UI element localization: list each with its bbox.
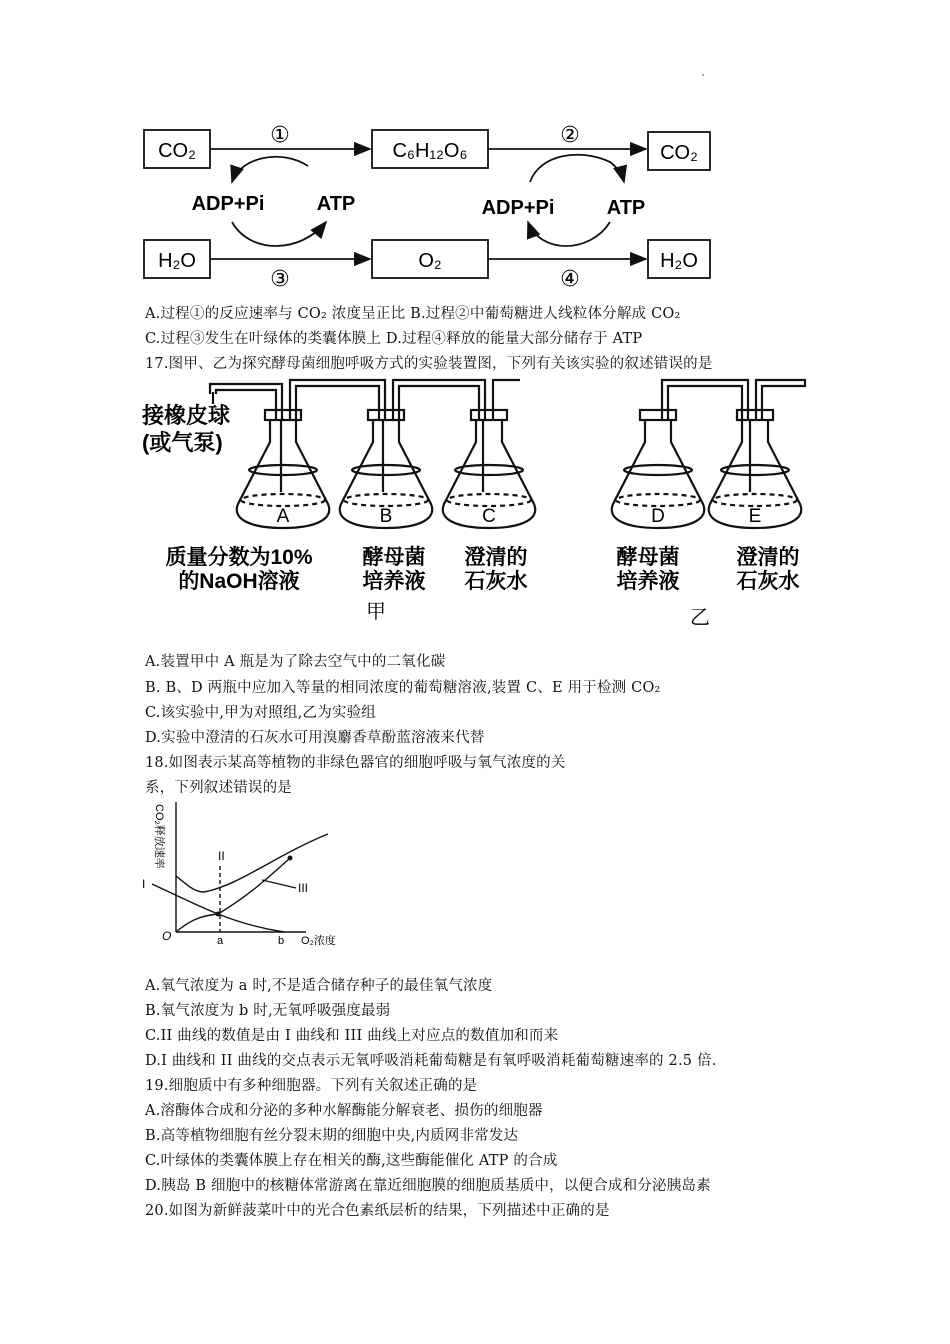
process-3-label: ③ [270, 266, 290, 291]
solution-d-line2: 培养液 [616, 570, 680, 593]
tube-b-c-inner [399, 386, 479, 420]
origin-label: O [162, 929, 172, 943]
tube-e-out [756, 380, 805, 420]
x-axis-label: O₂浓度 [301, 935, 336, 947]
curve-III-leader [262, 880, 296, 888]
q20-stem: 20.如图为新鲜菠菜叶中的光合色素纸层析的结果，下列描述中正确的是 [145, 1203, 610, 1219]
flask-d-letter: D [651, 506, 665, 527]
solution-c-line2: 石灰水 [464, 570, 528, 593]
label-co2-in: CO₂ [158, 140, 196, 162]
curve-II-label: II [218, 849, 225, 863]
solution-c-line1: 澄清的 [464, 546, 528, 569]
group-jia-label: 甲 [366, 601, 386, 623]
solution-d-line1: 酵母菌 [616, 546, 680, 569]
q17-option-b: B. B、D 两瓶中应加入等量的相同浓度的葡萄糖溶液,装置 C、E 用于检测 CO₂ [145, 680, 661, 696]
q19-option-d: D.胰岛 B 细胞中的核糖体常游离在靠近细胞膜的细胞质基质中，以便合成和分泌胰岛素 [145, 1178, 711, 1194]
pump-label-1: 接橡皮球 [142, 403, 231, 428]
q17-stem: 17.图甲、乙为探究酵母菌细胞呼吸方式的实验装置图，下列有关该实验的叙述错误的是 [145, 356, 713, 372]
solution-a-line2: 的NaOH溶液 [178, 570, 300, 593]
respiration-photosynthesis-diagram [140, 118, 720, 293]
tube-a-b-inner [296, 386, 379, 420]
solution-a-line1: 质量分数为10% [165, 546, 313, 569]
label-co2-out: CO₂ [660, 142, 698, 164]
curve-I [152, 884, 284, 932]
solution-b-line1: 酵母菌 [362, 546, 426, 569]
label-h2o-out: H₂O [660, 250, 698, 272]
solution-e-line2: 石灰水 [736, 570, 800, 593]
process-1-label: ① [270, 122, 290, 147]
group-yi-label: 乙 [690, 607, 710, 628]
q19-stem: 19.细胞质中有多种细胞器。下列有关叙述正确的是 [145, 1078, 478, 1094]
atp-left: ATP [316, 193, 356, 215]
q17-option-a: A.装置甲中 A 瓶是为了除去空气中的二氧化碳 [145, 654, 446, 670]
atp-right: ATP [606, 197, 646, 219]
cycle-right-top [530, 155, 624, 182]
adp-left: ADP+Pi [191, 193, 265, 215]
curve-III-label: III [298, 881, 309, 895]
cycle-right-bottom [528, 222, 610, 246]
flask-a-letter: A [276, 506, 290, 527]
label-glucose: C₆H₁₂O₆ [392, 140, 468, 162]
curve-I-label: I [142, 877, 146, 891]
q19-option-a: A.溶酶体合成和分泌的多种水解酶能分解衰老、损伤的细胞器 [145, 1103, 543, 1119]
tube-d-e-inner [668, 386, 742, 420]
flask-b-letter: B [379, 506, 393, 527]
label-o2: O₂ [418, 250, 442, 272]
tick-b: b [278, 935, 285, 947]
label-h2o-in: H₂O [158, 250, 196, 272]
curve-III [176, 858, 290, 932]
curve-point-b [288, 856, 293, 861]
adp-right: ADP+Pi [481, 197, 555, 219]
cycle-left-bottom [232, 222, 326, 246]
q16-options-ab: A.过程①的反应速率与 CO₂ 浓度呈正比 B.过程②中葡萄糖进人线粒体分解成 CO₂ [145, 306, 681, 322]
yeast-respiration-apparatus [140, 372, 810, 628]
q18-stem-line1: 18.如图表示某高等植物的非绿色器官的细胞呼吸与氧气浓度的关 [145, 755, 566, 771]
process-4-label: ④ [560, 266, 580, 291]
cycle-left-top [232, 157, 308, 182]
flask-c-letter: C [482, 506, 496, 527]
solution-e-line1: 澄清的 [736, 546, 800, 569]
respiration-o2-chart [138, 796, 358, 954]
q18-option-c: C.II 曲线的数值是由 I 曲线和 III 曲线上对应点的数值加和而来 [145, 1028, 559, 1044]
q18-option-b: B.氧气浓度为 b 时,无氧呼吸强度最弱 [145, 1003, 391, 1019]
y-axis-label: CO₂释放速率 [153, 804, 165, 869]
solution-b-line2: 培养液 [362, 570, 426, 593]
intersection-point [216, 912, 221, 917]
q19-option-b: B.高等植物细胞有丝分裂末期的细胞中央,内质网非常发达 [145, 1128, 519, 1144]
tick-a: a [217, 935, 224, 947]
pump-label-2: (或气泵) [142, 430, 223, 455]
q19-option-c: C.叶绿体的类囊体膜上存在相关的酶,这些酶能催化 ATP 的合成 [145, 1153, 558, 1169]
q17-option-d: D.实验中澄清的石灰水可用溴麝香草酚蓝溶液来代替 [145, 730, 485, 746]
q16-options-cd: C.过程③发生在叶绿体的类囊体膜上 D.过程④释放的能量大部分储存于 ATP [145, 331, 643, 347]
q18-stem-line2: 系，下列叙述错误的是 [145, 780, 292, 796]
scan-dot [702, 74, 704, 76]
process-2-label: ② [560, 122, 580, 147]
flask-e-letter: E [748, 506, 762, 527]
q18-option-a: A.氧气浓度为 a 时,不是适合储存种子的最佳氧气浓度 [145, 978, 493, 994]
q18-option-d: D.I 曲线和 II 曲线的交点表示无氧呼吸消耗葡萄糖是有氧呼吸消耗葡萄糖速率的 2.5 倍. [145, 1053, 717, 1069]
q17-option-c: C.该实验中,甲为对照组,乙为实验组 [145, 705, 377, 721]
